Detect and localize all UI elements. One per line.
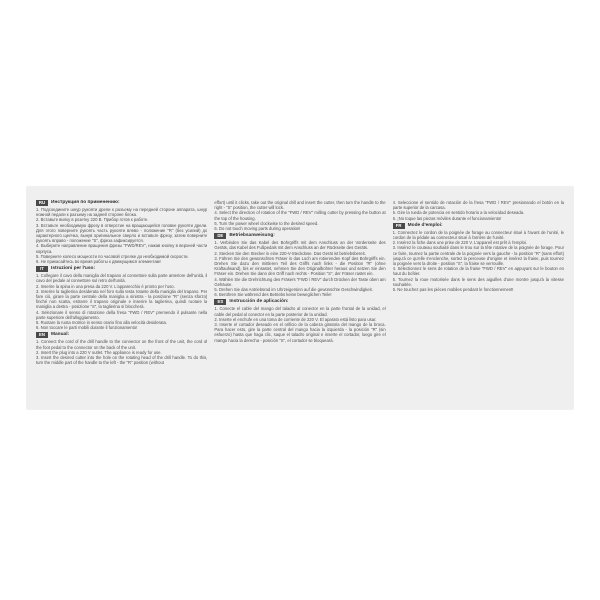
instruction-line: 6. Berühren Sie während des Betriebs keine beweglichen Teile! bbox=[214, 292, 332, 298]
section-header bbox=[393, 223, 564, 229]
instruction-line: 6. ¡No toque las piezas móviles durante el funcionamiento! bbox=[392, 215, 502, 221]
section-es-continued bbox=[393, 200, 564, 221]
section-es bbox=[214, 299, 385, 342]
instruction-line: 3. Вставьте необходимую фрезу в отверстие на вращающейся головке рукояти дрели. Для этого поверните рукоять часть рукояти влево - положение "R" (без усилий) до характерного щелчка, вынув оригинальное сверло и вставьте фрезу, затем поверните рукоять вправо - положение "S", фреза зафиксируется. bbox=[36, 222, 208, 244]
section-en-continued bbox=[214, 200, 385, 231]
section-it bbox=[36, 266, 207, 330]
instruction-line: 2. Stecken Sie den Stecker in eine 220-V-Steckdose. Das Gerät ist betriebsbereit. bbox=[214, 250, 366, 256]
instruction-line: 5. Turn the power wheel clockwise to the desired speed. bbox=[214, 220, 319, 226]
section-title: Инструкция по применению: bbox=[51, 200, 120, 205]
section-de bbox=[214, 233, 385, 297]
column-2 bbox=[214, 200, 385, 403]
language-badge: RU bbox=[36, 200, 48, 206]
instruction-line: 4. Wählen Sie die Drehrichtung des Fräsers "FWD / REV" durch Drücken der Taste oben am Gehäuse. bbox=[214, 276, 386, 287]
instruction-line: 3. Insert the desired cutter into the hole on the rotating head of the drill handle. To do this, turn the middle part of the handle to the left - the "R" position (without bbox=[36, 355, 208, 366]
language-badge: ES bbox=[214, 299, 226, 305]
instruction-line: 4. Выберите направление вращения фрезы "FWD/REV", нажав кнопку в верхней части корпуса. bbox=[36, 243, 208, 254]
column-1 bbox=[36, 200, 207, 403]
section-header bbox=[36, 266, 207, 272]
instruction-line: 5. Ruotare la ruota motrice in senso orario fino alla velocità desiderata. bbox=[36, 320, 168, 326]
instruction-line: 4. Seleccione el sentido de rotación de la fresa "FWD / REV" presionando el botón en la parte superior de la carcasa. bbox=[392, 200, 564, 211]
instruction-line: 4. Select the direction of rotation of the "FWD / REV" milling cutter by pressing the button at the top of the housing. bbox=[214, 210, 386, 221]
instruction-line: 1. Connectez le cordon de la poignée de forage au connecteur situé à l'avant de l'unité, le cordon de la pédale au connecteur situé à l'arrière de l'unité. bbox=[392, 229, 564, 241]
instruction-line: 2. Вставьте вилку в розетку 220 В. Прибор готов к работе. bbox=[36, 217, 149, 223]
instruction-line: 6. Do not touch moving parts during operation! bbox=[214, 226, 301, 232]
instruction-line: 5. Drehen Sie das Antriebsrad im Uhrzeigersinn auf die gewünschte Geschwindigkeit. bbox=[214, 287, 373, 293]
instruction-line: 3. Inserire la taglierina desiderata nel foro sulla testa rotante della maniglia del trapano. Per fare ciò, girare la parte centrale della maniglia a sinistra - la posizione "R" (senza sforzo) finché non scatta, estrarre il trapano originale e inserire la taglierina, quindi ruotare la maniglia a destra - posizione "S", la taglierina si bloccherà. bbox=[36, 288, 208, 310]
instruction-line: 2. Inserire la spina in una presa da 220 V. L'apparecchio è pronto per l'uso. bbox=[36, 283, 175, 289]
section-title: Manual: bbox=[51, 332, 70, 338]
section-header bbox=[214, 233, 385, 239]
instruction-line: 3. Inserte el cortador deseado en el orificio de la cabeza giratoria del mango de la broca. Para hacer esto, gire la parte central del mango hacia la izquierda - la posición "R" (sin esfuerzo) hasta que haga clic, saque el taladro original e inserte el cortador, luego gire el mango hacia la derecha - posición "S", el cortador se bloqueará. bbox=[214, 322, 386, 343]
language-badge: EN bbox=[36, 332, 48, 338]
instruction-line: 1. Connect the cord of the drill handle to the connector on the front of the unit, the cord of the foot pedal to the connector on the back of the unit. bbox=[36, 339, 208, 350]
instruction-line: 1. Collegare il cavo della maniglia del trapano al connettore sulla parte anteriore dell'unità, il cavo del pedale al connettore sul retro dell'unità. bbox=[36, 273, 208, 284]
instruction-line: 6. Non toccare le parti mobili durante il funzionamento! bbox=[36, 325, 138, 331]
section-ru bbox=[36, 200, 207, 264]
column-3 bbox=[393, 200, 564, 403]
section-fr bbox=[393, 223, 564, 292]
instruction-line: 4. Sélectionnez le sens de rotation de la fraise "FWD / REV" en appuyant sur le bouton en haut du boîtier. bbox=[392, 266, 564, 277]
section-title: Istruzioni per l'uso: bbox=[51, 266, 96, 272]
instruction-line: 5. Gire la rueda de potencia en sentido horario a la velocidad deseada. bbox=[392, 210, 525, 216]
instruction-line: 3. Insérez le couteau souhaité dans le trou sur la tête rotative de la poignée de forage. Pour ce faire, tournez la partie centrale de la poignée vers la gauche - la position "R" (sans effort) jusqu'à ce qu'elle s'enclenche, sortez la perceuse d'origine et insérez la fraise, puis tournez la poignée vers la droite - position "S", la fraise se verrouille. bbox=[392, 245, 564, 267]
instruction-line: 5. Поверните колесо мощности по часовой стрелке до необходимой скорости. bbox=[36, 253, 189, 259]
instruction-line: effort) until it clicks, take out the original drill and insert the cutter, then turn the handle to the right - "S" position, the cutter will lock. bbox=[214, 200, 386, 211]
instruction-line: 4. Selezionare il senso di rotazione della fresa "FWD / REV" premendo il pulsante nella parte superiore dell'alloggiamento. bbox=[36, 309, 208, 320]
instruction-line: 2. Insérez la fiche dans une prise de 220 V. L'appareil est prêt à l'emploi. bbox=[392, 240, 528, 246]
instruction-line: 5. Tournez la roue motorisée dans le sens des aiguilles d'une montre jusqu'à la vitesse souhaitée. bbox=[392, 276, 564, 287]
instruction-line: 1. Verbinden Sie das Kabel des Bohrgriffs mit dem Anschluss an der Vorderseite des Geräts, das Kabel des Fußpedals mit dem Anschluss an der Rückseite des Geräts. bbox=[214, 240, 386, 251]
section-title: Mode d'emploi: bbox=[407, 222, 443, 228]
section-title: Instrucción de aplicación: bbox=[229, 299, 289, 305]
instruction-line: 6. Не прикасайтесь во время работы к движущимся элементам! bbox=[36, 259, 161, 265]
language-badge: IT bbox=[36, 266, 48, 272]
instruction-line: 2. Insert the plug into a 220 V outlet. The appliance is ready for use. bbox=[36, 349, 162, 355]
section-header bbox=[36, 200, 207, 206]
instruction-line: 6. Ne touchez pas les pièces mobiles pendant le fonctionnement! bbox=[392, 287, 514, 293]
instruction-line: 3. Führen Sie den gewünschten Fräser in das Loch am rotierenden Kopf des Bohrgriffs ein. Drehen Sie dazu den mittleren Teil des Griffs nach links - die Position "R" (ohne Kraftaufwand), bis er einrastet, nehmen Sie den Originalbohrer heraus und setzen Sie den Fräser ein. Drehen Sie dann den Griff nach rechts - Position "S", der Fräser rastet ein. bbox=[214, 255, 386, 277]
instruction-sheet bbox=[27, 187, 573, 409]
instruction-line: 1. Conecte el cable del mango del taladro al conector en la parte frontal de la unidad, el cable del pedal al conector en la parte posterior de la unidad. bbox=[214, 306, 386, 317]
section-title: Betriebsanweisung: bbox=[229, 233, 275, 239]
instruction-line: 1. Подсоедините шнур рукояти дрели к разъему на передней стороне аппарата, шнур ножной педали к разъему на задней стороне блока. bbox=[36, 207, 208, 218]
language-badge: FR bbox=[393, 223, 405, 229]
language-badge: DE bbox=[214, 233, 226, 239]
section-header bbox=[36, 332, 207, 338]
section-header bbox=[214, 299, 385, 305]
section-en bbox=[36, 332, 207, 365]
instruction-line: 2. Inserte el enchufe en una toma de corriente de 220 V. El aparato está listo para usar. bbox=[214, 316, 377, 322]
